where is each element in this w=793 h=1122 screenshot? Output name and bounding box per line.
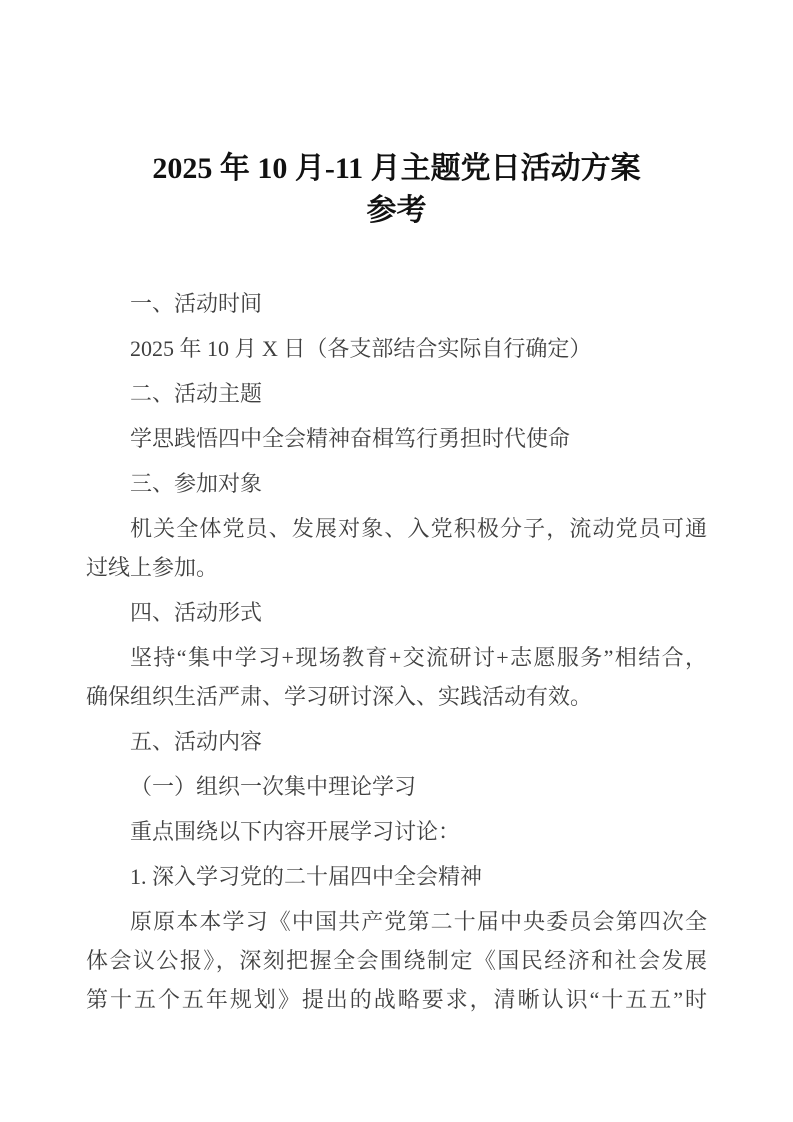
section-heading-activity-content: 五、活动内容 — [130, 729, 263, 754]
section-heading-activity-form: 四、活动形式 — [130, 600, 263, 625]
paragraph-activity-theme: 学思践悟四中全会精神奋楫笃行勇担时代使命 — [130, 426, 571, 451]
document-title — [86, 148, 707, 232]
title-line-1: 2025 年 10 月-11 月主题党日活动方案 — [152, 152, 641, 185]
paragraph-activity-time: 2025 年 10 月 X 日（各支部结合实际自行确定） — [130, 336, 592, 361]
paragraph-study-intro: 重点围绕以下内容开展学习讨论： — [130, 819, 461, 844]
section-heading-activity-time: 一、活动时间 — [130, 291, 263, 316]
subheading-theory-study: （一）组织一次集中理论学习 — [130, 774, 417, 799]
section-heading-activity-theme: 二、活动主题 — [130, 381, 263, 406]
section-heading-participants: 三、参加对象 — [130, 471, 263, 496]
document-body — [86, 284, 707, 1019]
paragraph-plenary-line-3: 第十五个五年规划》提出的战略要求，清晰认识“十五五”时 — [86, 987, 707, 1012]
paragraph-plenary-line-2: 体会议公报》，深刻把握全会围绕制定《国民经济和社会发展 — [86, 948, 707, 973]
paragraph-plenary-line-1: 原原本本学习《中国共产党第二十届中央委员会第四次全 — [130, 909, 707, 934]
paragraph-activity-form-line-2: 确保组织生活严肃、学习研讨深入、实践活动有效。 — [86, 684, 593, 709]
paragraph-participants-line-1: 机关全体党员、发展对象、入党积极分子，流动党员可通 — [130, 516, 707, 541]
paragraph-participants-line-2: 过线上参加。 — [86, 555, 219, 580]
paragraph-activity-form-line-1: 坚持“集中学习+现场教育+交流研讨+志愿服务”相结合， — [130, 645, 707, 670]
title-line-2: 参考 — [366, 194, 427, 227]
subheading-plenary-spirit: 1. 深入学习党的二十届四中全会精神 — [130, 864, 483, 889]
